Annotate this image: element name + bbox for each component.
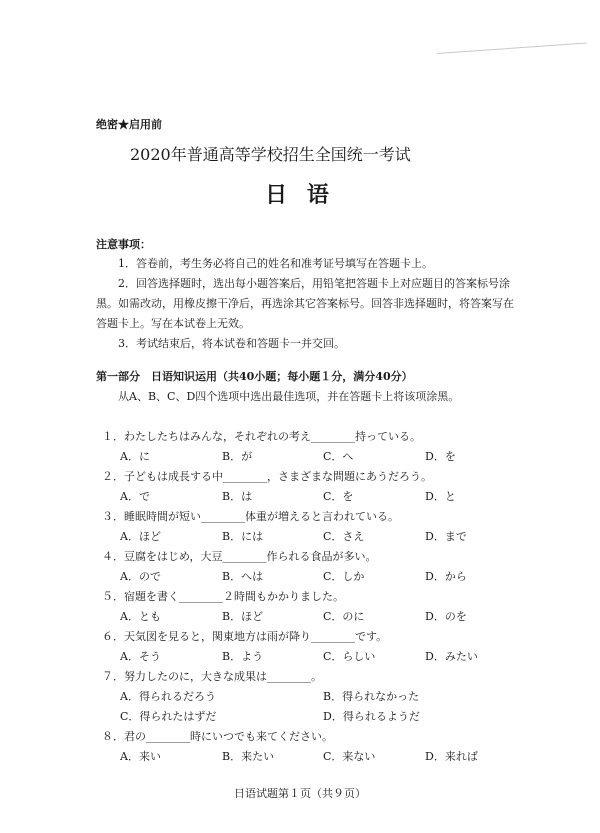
subject-title: 日 语: [265, 182, 335, 208]
option-c: C．さえ: [323, 530, 365, 543]
option-c: C．しか: [323, 570, 365, 583]
secret-label: 绝密★启用前: [96, 118, 162, 131]
question-stem: ３．睡眠時間が短い________体重が増えると言われている。: [102, 510, 399, 523]
question-stem: ２．子どもは成長する中________，さまざまな問題にあうだろう。: [102, 470, 432, 483]
question-stem: ５．宿題を書く________２時間もかかりました。: [102, 590, 344, 603]
option-b: B．には: [222, 530, 264, 543]
question-stem: ６．天気図を見ると，関東地方は雨が降り________です。: [102, 630, 388, 643]
section-heading: 第一部分 日语知识运用（共40小题；每小题１分，满分40分）: [96, 370, 413, 383]
scan-artifact-line: [437, 43, 587, 54]
option-a: A．ほど: [120, 530, 161, 543]
page-footer: 日语试题第１页（共９页）: [234, 787, 366, 800]
option-c: C．へ: [323, 450, 354, 463]
exam-title: 2020年普通高等学校招生全国统一考试: [130, 145, 411, 164]
option-d: D．を: [425, 450, 456, 463]
option-a: A．来い: [120, 750, 161, 763]
note-item-3: 3．考试结束后，将本试卷和答题卡一并交回。: [118, 337, 345, 350]
option-d: D．まで: [425, 530, 467, 543]
option-b: B．ほど: [222, 610, 264, 623]
option-b: B．よう: [222, 650, 264, 663]
option-c: C．を: [323, 490, 354, 503]
note-item-2: 2．回答选择题时，选出每小题答案后，用铅笔把答题卡上对应题目的答案标号涂黑。如需改动，用橡皮擦干净后，再选涂其它答案标号。回答非选择题时，将答案写在答题卡上。写在本试卷上无效。: [96, 277, 514, 330]
option-d: D．のを: [425, 610, 467, 623]
option-d: D．と: [425, 490, 456, 503]
option-d: D．得られるようだ: [323, 710, 420, 723]
option-a: A．に: [120, 450, 150, 463]
option-b: B．へは: [222, 570, 264, 583]
question-stem: ７．努力したのに，大きな成果は________。: [102, 670, 322, 683]
option-b: B．得られなかった: [323, 690, 420, 703]
section-instruction: 从A、B、C、D四个选项中选出最佳选项，并在答题卡上将该项涂黑。: [118, 390, 460, 403]
notes-heading: 注意事项：: [96, 238, 151, 251]
option-b: B．は: [222, 490, 253, 503]
option-c: C．得られたはずだ: [120, 710, 217, 723]
option-a: A．で: [120, 490, 150, 503]
option-a: A．ので: [120, 570, 161, 583]
option-d: D．来れば: [425, 750, 478, 763]
question-stem: ４．豆腐をはじめ，大豆________作られる食品が多い。: [102, 550, 377, 563]
option-a: A．とも: [120, 610, 161, 623]
option-d: D．から: [425, 570, 467, 583]
option-c: C．のに: [323, 610, 365, 623]
option-c: C．来ない: [323, 750, 376, 763]
question-stem: ８．君の________時にいつでも来てください。: [102, 730, 333, 743]
question-stem: １．わたしたちはみんな，それぞれの考え________持っている。: [102, 430, 421, 443]
note-item-1: 1．答卷前，考生务必将自己的姓名和准考证号填写在答题卡上。: [118, 257, 433, 270]
option-b: B．が: [222, 450, 253, 463]
option-c: C．らしい: [323, 650, 376, 663]
option-b: B．来たい: [222, 750, 275, 763]
option-a: A．得られるだろう: [120, 690, 216, 703]
option-d: D．みたい: [425, 650, 478, 663]
option-a: A．そう: [120, 650, 161, 663]
